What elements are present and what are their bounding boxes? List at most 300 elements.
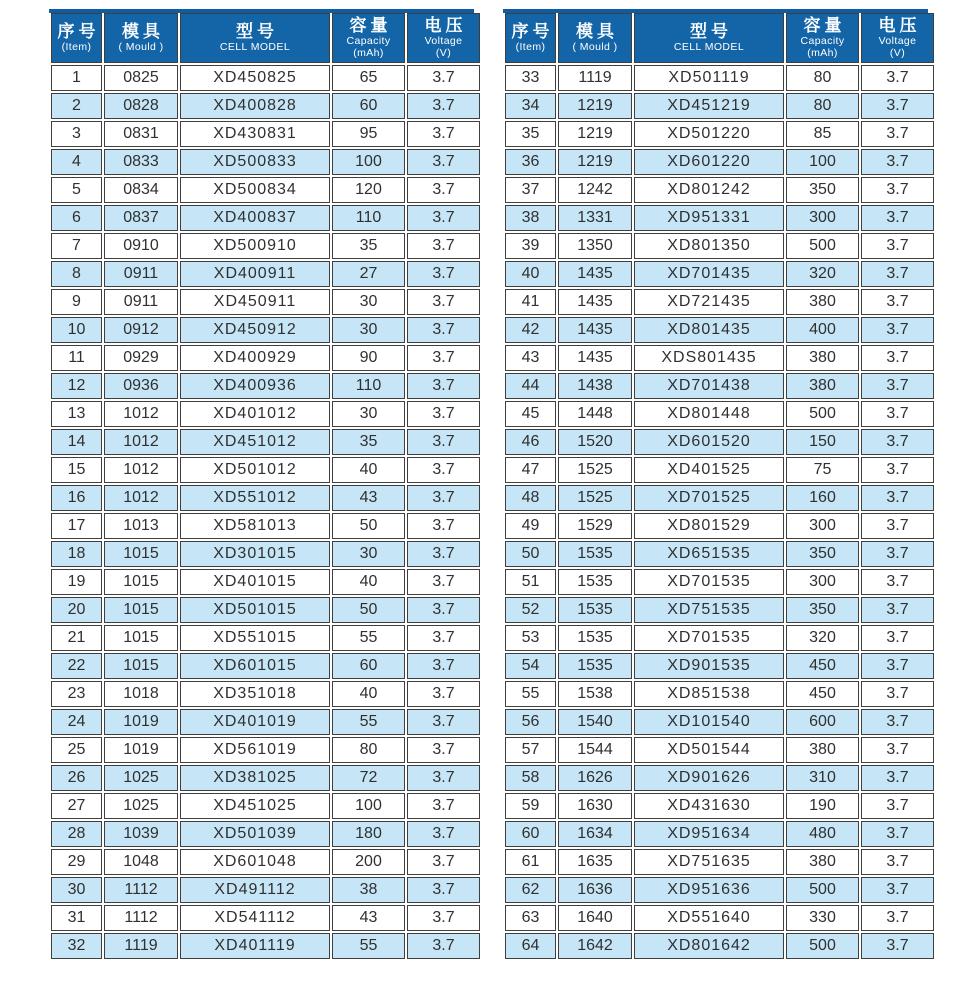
- item-cell: 51: [505, 569, 556, 595]
- col-header-mould: [104, 13, 178, 63]
- mould-cell: 0828: [104, 93, 178, 119]
- mould-cell: 1012: [104, 401, 178, 427]
- item-cell: 33: [505, 65, 556, 91]
- capacity-cell: 80: [332, 737, 405, 763]
- capacity-cell: 90: [332, 345, 405, 371]
- table-row: [51, 933, 480, 959]
- col-header-mould-en: ( Mould ): [572, 41, 618, 54]
- mould-cell: 1635: [558, 849, 632, 875]
- voltage-cell: 3.7: [861, 261, 934, 287]
- col-header-voltage-unit: (V): [435, 47, 452, 60]
- model-cell: XD551640: [634, 905, 784, 931]
- model-cell: XD701535: [634, 569, 784, 595]
- voltage-cell: 3.7: [861, 933, 934, 959]
- voltage-cell: 3.7: [407, 653, 480, 679]
- item-cell: 5: [51, 177, 102, 203]
- table-row: [505, 485, 934, 511]
- voltage-cell: 3.7: [407, 849, 480, 875]
- item-cell: 61: [505, 849, 556, 875]
- mould-cell: 1219: [558, 121, 632, 147]
- capacity-cell: 160: [786, 485, 859, 511]
- model-cell: XD701535: [634, 625, 784, 651]
- voltage-cell: 3.7: [861, 597, 934, 623]
- voltage-cell: 3.7: [407, 905, 480, 931]
- model-cell: XD551012: [180, 485, 330, 511]
- table-row: [505, 933, 934, 959]
- voltage-cell: 3.7: [407, 597, 480, 623]
- capacity-cell: 330: [786, 905, 859, 931]
- voltage-cell: 3.7: [861, 877, 934, 903]
- voltage-cell: 3.7: [407, 177, 480, 203]
- table-row: [505, 345, 934, 371]
- table-row: [51, 233, 480, 259]
- model-cell: XD601048: [180, 849, 330, 875]
- item-cell: 34: [505, 93, 556, 119]
- voltage-cell: 3.7: [407, 541, 480, 567]
- model-cell: XD400828: [180, 93, 330, 119]
- table-row: [505, 877, 934, 903]
- voltage-cell: 3.7: [407, 401, 480, 427]
- model-cell: XD401019: [180, 709, 330, 735]
- voltage-cell: 3.7: [861, 457, 934, 483]
- table-row: [51, 401, 480, 427]
- capacity-cell: 75: [786, 457, 859, 483]
- voltage-cell: 3.7: [861, 485, 934, 511]
- item-cell: 40: [505, 261, 556, 287]
- mould-cell: 1435: [558, 345, 632, 371]
- table-row: [51, 261, 480, 287]
- item-cell: 19: [51, 569, 102, 595]
- capacity-cell: 110: [332, 373, 405, 399]
- mould-cell: 1535: [558, 541, 632, 567]
- model-cell: XD450911: [180, 289, 330, 315]
- item-cell: 31: [51, 905, 102, 931]
- mould-cell: 1112: [104, 905, 178, 931]
- capacity-cell: 350: [786, 541, 859, 567]
- table-row: [505, 681, 934, 707]
- mould-cell: 0911: [104, 289, 178, 315]
- capacity-cell: 450: [786, 653, 859, 679]
- capacity-cell: 300: [786, 205, 859, 231]
- capacity-cell: 380: [786, 373, 859, 399]
- table-row: [505, 541, 934, 567]
- item-cell: 2: [51, 93, 102, 119]
- voltage-cell: 3.7: [861, 821, 934, 847]
- item-cell: 26: [51, 765, 102, 791]
- voltage-cell: 3.7: [407, 429, 480, 455]
- voltage-cell: 3.7: [861, 681, 934, 707]
- model-cell: XD801350: [634, 233, 784, 259]
- voltage-cell: 3.7: [407, 485, 480, 511]
- capacity-cell: 40: [332, 569, 405, 595]
- capacity-cell: 72: [332, 765, 405, 791]
- mould-cell: 0910: [104, 233, 178, 259]
- capacity-cell: 320: [786, 625, 859, 651]
- capacity-cell: 30: [332, 401, 405, 427]
- col-header-voltage-en: Voltage: [878, 35, 917, 48]
- table-row: [505, 849, 934, 875]
- model-cell: XD450825: [180, 65, 330, 91]
- voltage-cell: 3.7: [861, 653, 934, 679]
- model-cell: XD951331: [634, 205, 784, 231]
- table-row: [505, 65, 934, 91]
- mould-cell: 0837: [104, 205, 178, 231]
- item-cell: 16: [51, 485, 102, 511]
- model-cell: XD721435: [634, 289, 784, 315]
- voltage-cell: 3.7: [407, 205, 480, 231]
- capacity-cell: 55: [332, 933, 405, 959]
- model-cell: XD451025: [180, 793, 330, 819]
- mould-cell: 1019: [104, 737, 178, 763]
- table-row: [51, 541, 480, 567]
- item-cell: 30: [51, 877, 102, 903]
- table-row: [51, 429, 480, 455]
- voltage-cell: 3.7: [407, 317, 480, 343]
- table-row: [505, 289, 934, 315]
- item-cell: 52: [505, 597, 556, 623]
- item-cell: 22: [51, 653, 102, 679]
- capacity-cell: 27: [332, 261, 405, 287]
- capacity-cell: 43: [332, 485, 405, 511]
- voltage-cell: 3.7: [861, 905, 934, 931]
- table-row: [505, 905, 934, 931]
- item-cell: 37: [505, 177, 556, 203]
- col-header-mould: [558, 13, 632, 63]
- model-cell: XD430831: [180, 121, 330, 147]
- table-row: [505, 429, 934, 455]
- item-cell: 12: [51, 373, 102, 399]
- voltage-cell: 3.7: [861, 513, 934, 539]
- item-cell: 18: [51, 541, 102, 567]
- model-cell: XD801642: [634, 933, 784, 959]
- col-header-item: [505, 13, 556, 63]
- table-row: [505, 93, 934, 119]
- table-row: [505, 401, 934, 427]
- capacity-cell: 380: [786, 345, 859, 371]
- item-cell: 48: [505, 485, 556, 511]
- model-cell: XD501119: [634, 65, 784, 91]
- voltage-cell: 3.7: [407, 709, 480, 735]
- capacity-cell: 120: [332, 177, 405, 203]
- voltage-cell: 3.7: [407, 793, 480, 819]
- item-cell: 20: [51, 597, 102, 623]
- model-cell: XD401525: [634, 457, 784, 483]
- model-cell: XD751535: [634, 597, 784, 623]
- voltage-cell: 3.7: [861, 709, 934, 735]
- capacity-cell: 60: [332, 653, 405, 679]
- table-row: [505, 373, 934, 399]
- table-row: [505, 821, 934, 847]
- item-cell: 10: [51, 317, 102, 343]
- model-cell: XD801448: [634, 401, 784, 427]
- capacity-cell: 100: [332, 149, 405, 175]
- item-cell: 41: [505, 289, 556, 315]
- table-row: [505, 261, 934, 287]
- mould-cell: 1015: [104, 597, 178, 623]
- item-cell: 60: [505, 821, 556, 847]
- voltage-cell: 3.7: [861, 149, 934, 175]
- header-row: [51, 13, 480, 63]
- col-header-model-en: CELL MODEL: [219, 41, 291, 54]
- capacity-cell: 300: [786, 513, 859, 539]
- item-cell: 44: [505, 373, 556, 399]
- model-cell: XD450912: [180, 317, 330, 343]
- item-cell: 55: [505, 681, 556, 707]
- mould-cell: 1025: [104, 793, 178, 819]
- model-cell: XD601520: [634, 429, 784, 455]
- capacity-cell: 50: [332, 597, 405, 623]
- model-cell: XD501544: [634, 737, 784, 763]
- mould-cell: 0831: [104, 121, 178, 147]
- capacity-cell: 480: [786, 821, 859, 847]
- capacity-cell: 180: [332, 821, 405, 847]
- model-cell: XD501012: [180, 457, 330, 483]
- model-cell: XD751635: [634, 849, 784, 875]
- model-cell: XD101540: [634, 709, 784, 735]
- mould-cell: 0834: [104, 177, 178, 203]
- col-header-item: [51, 13, 102, 63]
- table-body-left: [51, 65, 480, 959]
- capacity-cell: 320: [786, 261, 859, 287]
- voltage-cell: 3.7: [407, 821, 480, 847]
- model-cell: XD401015: [180, 569, 330, 595]
- item-cell: 62: [505, 877, 556, 903]
- table-body-right: [505, 65, 934, 959]
- model-cell: XD451219: [634, 93, 784, 119]
- table-row: [51, 513, 480, 539]
- mould-cell: 0936: [104, 373, 178, 399]
- col-header-capacity-unit: (mAh): [807, 47, 838, 60]
- voltage-cell: 3.7: [407, 233, 480, 259]
- item-cell: 57: [505, 737, 556, 763]
- model-cell: XD601220: [634, 149, 784, 175]
- col-header-voltage-en: Voltage: [424, 35, 463, 48]
- voltage-cell: 3.7: [861, 93, 934, 119]
- model-cell: XD701525: [634, 485, 784, 511]
- cell-table-left: [49, 9, 474, 961]
- mould-cell: 1529: [558, 513, 632, 539]
- voltage-cell: 3.7: [407, 93, 480, 119]
- capacity-cell: 55: [332, 709, 405, 735]
- mould-cell: 1525: [558, 485, 632, 511]
- voltage-cell: 3.7: [407, 625, 480, 651]
- capacity-cell: 35: [332, 429, 405, 455]
- mould-cell: 1048: [104, 849, 178, 875]
- item-cell: 49: [505, 513, 556, 539]
- table-row: [51, 373, 480, 399]
- mould-cell: 1219: [558, 149, 632, 175]
- table-row: [51, 345, 480, 371]
- table-row: [51, 821, 480, 847]
- capacity-cell: 500: [786, 233, 859, 259]
- model-cell: XD501015: [180, 597, 330, 623]
- mould-cell: 1018: [104, 681, 178, 707]
- spec-table-right: [503, 11, 936, 961]
- voltage-cell: 3.7: [861, 233, 934, 259]
- voltage-cell: 3.7: [861, 625, 934, 651]
- mould-cell: 1438: [558, 373, 632, 399]
- col-header-item-en: (Item): [515, 41, 546, 54]
- mould-cell: 1640: [558, 905, 632, 931]
- voltage-cell: 3.7: [407, 345, 480, 371]
- model-cell: XD400936: [180, 373, 330, 399]
- item-cell: 17: [51, 513, 102, 539]
- table-row: [505, 149, 934, 175]
- mould-cell: 1350: [558, 233, 632, 259]
- item-cell: 42: [505, 317, 556, 343]
- col-header-capacity: [786, 13, 859, 63]
- voltage-cell: 3.7: [861, 121, 934, 147]
- mould-cell: 1219: [558, 93, 632, 119]
- mould-cell: 1435: [558, 289, 632, 315]
- table-row: [505, 513, 934, 539]
- voltage-cell: 3.7: [861, 429, 934, 455]
- capacity-cell: 55: [332, 625, 405, 651]
- voltage-cell: 3.7: [861, 765, 934, 791]
- item-cell: 13: [51, 401, 102, 427]
- capacity-cell: 43: [332, 905, 405, 931]
- item-cell: 54: [505, 653, 556, 679]
- mould-cell: 1626: [558, 765, 632, 791]
- table-row: [51, 905, 480, 931]
- item-cell: 58: [505, 765, 556, 791]
- table-row: [51, 877, 480, 903]
- capacity-cell: 300: [786, 569, 859, 595]
- table-row: [51, 149, 480, 175]
- table-row: [51, 653, 480, 679]
- col-header-mould-zh: 模具: [122, 21, 164, 41]
- item-cell: 14: [51, 429, 102, 455]
- capacity-cell: 95: [332, 121, 405, 147]
- table-row: [505, 793, 934, 819]
- item-cell: 7: [51, 233, 102, 259]
- item-cell: 25: [51, 737, 102, 763]
- model-cell: XD951636: [634, 877, 784, 903]
- item-cell: 45: [505, 401, 556, 427]
- model-cell: XD501039: [180, 821, 330, 847]
- model-cell: XD401119: [180, 933, 330, 959]
- table-row: [51, 177, 480, 203]
- model-cell: XD431630: [634, 793, 784, 819]
- mould-cell: 1544: [558, 737, 632, 763]
- mould-cell: 1015: [104, 541, 178, 567]
- mould-cell: 1012: [104, 485, 178, 511]
- item-cell: 50: [505, 541, 556, 567]
- item-cell: 1: [51, 65, 102, 91]
- capacity-cell: 110: [332, 205, 405, 231]
- col-header-voltage: [407, 13, 480, 63]
- col-header-capacity-zh: 容量: [349, 16, 392, 35]
- model-cell: XD500834: [180, 177, 330, 203]
- table-row: [51, 681, 480, 707]
- model-cell: XD500833: [180, 149, 330, 175]
- table-row: [51, 121, 480, 147]
- mould-cell: 1535: [558, 569, 632, 595]
- item-cell: 11: [51, 345, 102, 371]
- item-cell: 59: [505, 793, 556, 819]
- capacity-cell: 450: [786, 681, 859, 707]
- mould-cell: 1520: [558, 429, 632, 455]
- table-row: [51, 485, 480, 511]
- model-cell: XD551015: [180, 625, 330, 651]
- mould-cell: 1019: [104, 709, 178, 735]
- voltage-cell: 3.7: [407, 737, 480, 763]
- capacity-cell: 65: [332, 65, 405, 91]
- item-cell: 46: [505, 429, 556, 455]
- voltage-cell: 3.7: [407, 261, 480, 287]
- col-header-item-zh: 序号: [511, 21, 554, 41]
- capacity-cell: 100: [332, 793, 405, 819]
- capacity-cell: 40: [332, 681, 405, 707]
- mould-cell: 1634: [558, 821, 632, 847]
- item-cell: 15: [51, 457, 102, 483]
- table-row: [51, 65, 480, 91]
- model-cell: XD541112: [180, 905, 330, 931]
- col-header-voltage: [861, 13, 934, 63]
- mould-cell: 1435: [558, 317, 632, 343]
- spec-table-left: [49, 11, 482, 961]
- item-cell: 8: [51, 261, 102, 287]
- voltage-cell: 3.7: [407, 121, 480, 147]
- mould-cell: 1039: [104, 821, 178, 847]
- model-cell: XD901535: [634, 653, 784, 679]
- model-cell: XD601015: [180, 653, 330, 679]
- capacity-cell: 500: [786, 933, 859, 959]
- item-cell: 35: [505, 121, 556, 147]
- voltage-cell: 3.7: [407, 569, 480, 595]
- item-cell: 28: [51, 821, 102, 847]
- model-cell: XD351018: [180, 681, 330, 707]
- voltage-cell: 3.7: [861, 289, 934, 315]
- model-cell: XD561019: [180, 737, 330, 763]
- model-cell: XD301015: [180, 541, 330, 567]
- item-cell: 43: [505, 345, 556, 371]
- item-cell: 9: [51, 289, 102, 315]
- table-row: [51, 205, 480, 231]
- mould-cell: 1025: [104, 765, 178, 791]
- table-row: [51, 709, 480, 735]
- model-cell: XD701438: [634, 373, 784, 399]
- table-row: [505, 233, 934, 259]
- item-cell: 53: [505, 625, 556, 651]
- mould-cell: 0912: [104, 317, 178, 343]
- capacity-cell: 150: [786, 429, 859, 455]
- mould-cell: 1448: [558, 401, 632, 427]
- voltage-cell: 3.7: [407, 289, 480, 315]
- table-row: [505, 625, 934, 651]
- capacity-cell: 50: [332, 513, 405, 539]
- mould-cell: 1242: [558, 177, 632, 203]
- table-row: [505, 765, 934, 791]
- model-cell: XD451012: [180, 429, 330, 455]
- table-row: [51, 457, 480, 483]
- capacity-cell: 85: [786, 121, 859, 147]
- col-header-model: [180, 13, 330, 63]
- table-row: [505, 177, 934, 203]
- item-cell: 38: [505, 205, 556, 231]
- col-header-capacity: [332, 13, 405, 63]
- table-row: [505, 457, 934, 483]
- item-cell: 6: [51, 205, 102, 231]
- capacity-cell: 60: [332, 93, 405, 119]
- capacity-cell: 30: [332, 541, 405, 567]
- capacity-cell: 200: [332, 849, 405, 875]
- capacity-cell: 500: [786, 401, 859, 427]
- table-row: [51, 737, 480, 763]
- col-header-mould-zh: 模具: [576, 21, 618, 41]
- table-row: [51, 93, 480, 119]
- capacity-cell: 500: [786, 877, 859, 903]
